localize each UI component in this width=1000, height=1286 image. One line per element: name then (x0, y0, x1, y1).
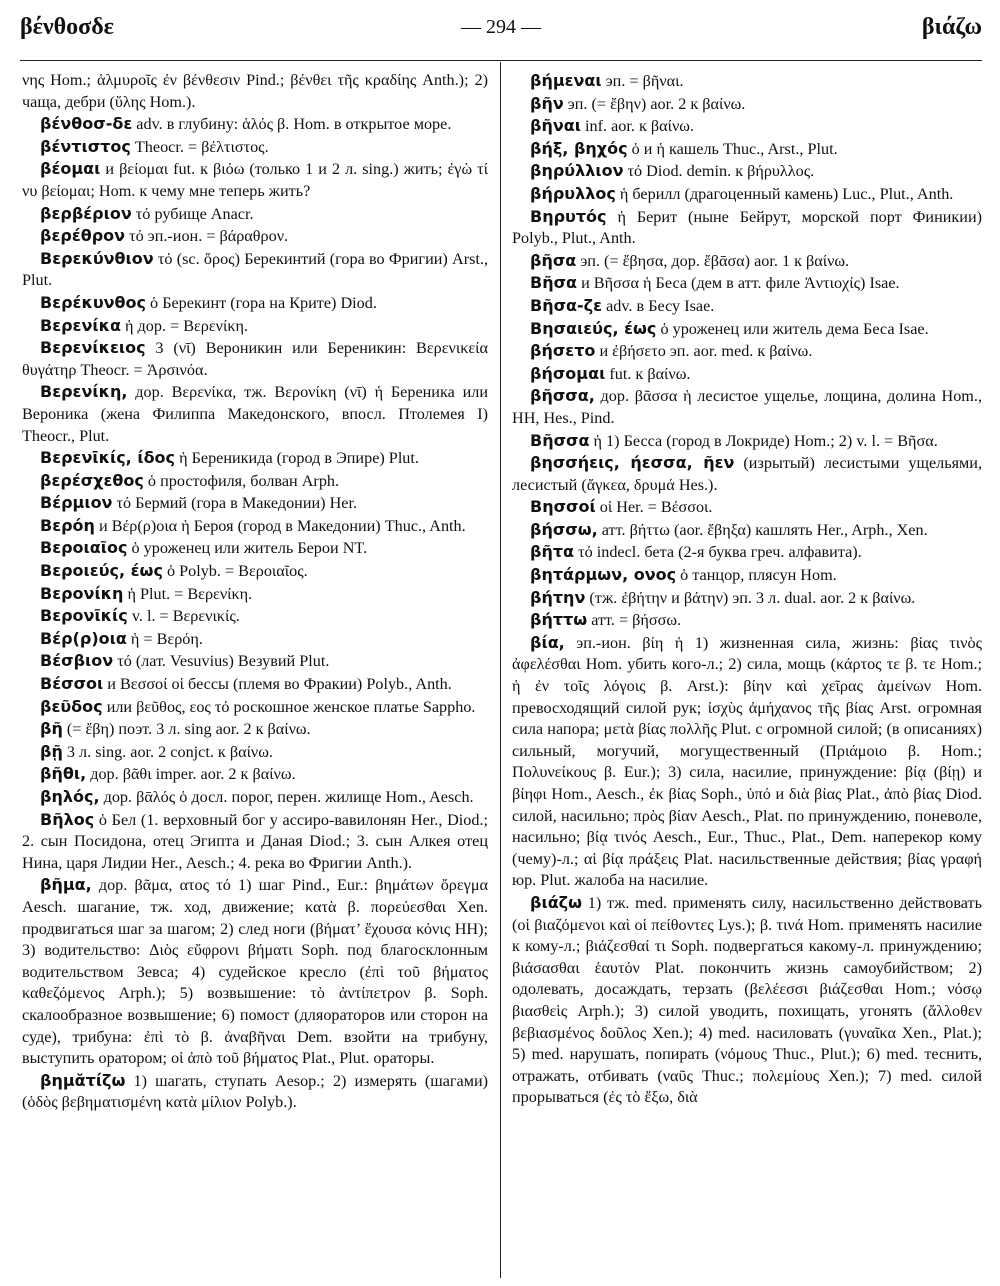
entry-headword: βέομαι (40, 159, 101, 179)
entry-definition: inf. aor. к βαίνω. (580, 117, 694, 136)
entry-headword: βερέθρον (40, 226, 126, 246)
entry-definition: (= ἔβη) поэт. 3 л. sing aor. 2 к βαίνω. (62, 720, 311, 739)
entry-definition: и Βῆσσα ἡ Беса (дем в атт. филе Ἀντιοχίς) Isae. (577, 274, 900, 293)
entry-definition: τό (sc. ὄρος) Берекинтий (гора во Фригии) Arst., Plut. (22, 249, 488, 290)
dictionary-entry (512, 892, 982, 1109)
dictionary-entry (22, 381, 488, 447)
entry-headword: βία, (530, 632, 565, 652)
entry-definition: или βεῦθος, εος τό роскошное женское платье Sappho. (102, 697, 476, 716)
entry-headword: βιάζω (530, 892, 583, 912)
entry-definition: τό эп.-ион. = βάραθρον. (125, 227, 289, 246)
entry-definition: и βείομαι fut. к βιόω (только 1 и 2 л. sing.) жить; ἐγὼ τί νυ βείομαι; Hom. к чему мне теперь жить? (22, 160, 488, 200)
entry-headword: Βεροιεύς, έως (40, 561, 163, 581)
dictionary-entry (512, 70, 982, 93)
entry-headword: βήσομαι (530, 363, 606, 383)
dictionary-entry (22, 470, 488, 493)
entry-definition: adv. в Бесу Isae. (602, 296, 715, 315)
entry-headword: Βέρ(ρ)οια (40, 628, 127, 648)
dictionary-entry (512, 363, 982, 386)
entry-headword: βηλός, (40, 787, 100, 806)
entry-definition: Theocr. = βέλτιστος. (130, 137, 269, 156)
entry-definition: τό Diod. demin. к βήρυλλος. (623, 162, 815, 181)
dictionary-entry (22, 225, 488, 248)
entry-definition: ἡ Plut. = Βερενίκη. (123, 584, 253, 603)
entry-headword: βητάρμων, ονος (530, 565, 677, 585)
entry-definition: τό Бермий (гора в Македонии) Her. (112, 494, 358, 513)
entry-definition: ἡ Береникида (город в Эпире) Plut. (175, 449, 419, 468)
dictionary-entry (22, 492, 488, 515)
entry-definition: и Βεσσοί οἱ бессы (племя во Фракии) Polyb., Anth. (103, 675, 452, 694)
entry-headword: βῆθι, (40, 764, 87, 784)
dictionary-entry (512, 115, 982, 138)
dictionary-entry (512, 541, 982, 564)
entry-headword: βῆσα (530, 250, 577, 270)
entry-headword: Βέσσοι (40, 674, 104, 694)
dictionary-entry (22, 583, 488, 606)
entry-headword: Βῆσα (530, 273, 578, 293)
dictionary-entry (512, 587, 982, 610)
entry-headword: Βῆσσα (530, 430, 590, 450)
dictionary-entry (512, 250, 982, 273)
dictionary-entry (22, 696, 488, 719)
dictionary-entry (512, 318, 982, 341)
dictionary-entry (512, 340, 982, 363)
dictionary-entry (22, 650, 488, 673)
entry-definition: (тж. ἐβήτην и βάτην) эп. 3 л. dual. aor. 2 к βαίνω. (585, 588, 916, 607)
dictionary-entry (22, 741, 488, 764)
entry-headword: βῆ (40, 719, 63, 739)
entry-definition: 3 л. sing. aor. 2 conjct. к βαίνω. (62, 742, 273, 761)
entry-definition: ὁ уроженец или житель Берои NT. (127, 539, 368, 558)
dictionary-entry (22, 605, 488, 628)
entry-headword: βῆναι (530, 116, 581, 136)
entry-headword: βήτην (530, 587, 586, 607)
dictionary-entry (22, 560, 488, 583)
dictionary-entry (22, 315, 488, 338)
entry-headword: Βέσβιον (40, 651, 114, 671)
dictionary-entry (22, 70, 488, 113)
entry-definition: эп. = βῆναι. (601, 72, 684, 90)
dictionary-entry (22, 337, 488, 381)
dictionary-entry (22, 203, 488, 226)
dictionary-entry (512, 609, 982, 632)
dictionary-entry (512, 496, 982, 519)
entry-definition: и ἐβήσετο эп. aor. med. к βαίνω. (595, 342, 813, 361)
entry-headword: Βεροιαῖος (40, 538, 128, 558)
entry-definition: дор. Βερενίκα, тж. Βερονίκη (νῑ) ἡ Береника или Вероника (жена Филиппа Македонского, впосл. Птолемея I) Theocr., Plut. (22, 383, 488, 445)
dictionary-entry (22, 158, 488, 202)
entry-definition: ὁ Бел (1. верховный бог у ассиро-вавилонян Her., Diod.; 2. сын Посидона, отец Эгипта и Даная Diod.; 3. сын Алкея отец Нина, царя Лидии Her., Aesch.; 4. река во Фригии Anth.). (22, 810, 488, 872)
entry-definition: эп.-ион. βίη ἡ 1) жизненная сила, жизнь: βίας τινὸς ἀφελέσθαι Hom. убить кого-л.; 2) сила, мощь (κάρτος τε β. τε Hom.; ἡ ἐν τοῖς λόγοις β. Arst.): βίην καὶ χεῖρας ἀμείνων Hom. превосходящий силой рук; ἰσχὺς ἀμήχανος τῆς βίας Arst. огромная сила напора; μετὰ βίας πολλῆς Plut. с огромной силой; (в описаниях) сильный, могучий, могущественный (Πριάμοιο β. Hom.; Πολυνείκους β. Eur.); 3) сила, насилие, принуждение: βίᾳ (βίῃ) и βίηφι Hom., Aesch., ἐκ βίας Soph., ὑπό и διὰ βίας Plat., ἀπὸ βίας Diod. силой, насильно; πρὸς βίαν Aesch., Plat. по принуждению, поневоле, насильно; βίᾳ τινός Aesch., Eur., Thuc., Plat., Dem. наперекор кому (чему)-л.; αἱ βίᾳ πράξεις Plat. насильственные действия; βίας γραφή юр. Plut. жалоба на насилие. (512, 633, 982, 890)
entry-definition: 1) тж. med. применять силу, насильственно действовать (οἱ βιαζόμενοι καὶ οἱ πείθοντες Lys.); β. τινά Hom. применять насилие к кому-л.; βιάζεσθαί τι Soph. подвергаться какому-л. принуждению; βιάσασθαι ἑαυτόν Plat. покончить жизнь самоубийством; 2) одолевать, досаждать, терзать (βελέεσσι βιάζεσθαι Hom.; νόσῳ βιασθεὶς Arph.); 3) силой уводить, похищать, угонять (ἄλλοθεν βεβιασμένος δοῦλος Xen.); 4) med. насиловать (γυναῖκα Xen., Plat.); 5) med. нарушать, попирать (νόμους Thuc., Plut.); 6) med. теснить, отражать, отбивать (ναῦς Thuc.; πολεμίους Xen.); 7) med. силой прорываться (ἐς τὸ ἔξω, διὰ (512, 893, 982, 1107)
entry-headword: βῆμα, (40, 875, 92, 895)
entry-definition: ἡ берилл (драгоценный камень) Luc., Plut., Anth. (615, 184, 954, 203)
entry-headword: βήττω (530, 610, 588, 630)
entry-headword: βησσήεις, ήεσσα, ῆεν (530, 453, 735, 473)
dictionary-entry (22, 874, 488, 1069)
dictionary-entry (512, 632, 982, 892)
entry-headword: Βέρμιον (40, 493, 113, 513)
entry-headword: Βῆλος (40, 809, 95, 829)
entry-headword: Βερενίκη, (40, 382, 128, 402)
dictionary-entry (512, 93, 982, 116)
entry-headword: βήσσω, (530, 519, 598, 539)
entry-definition: атт. βήττω (aor. ἔβηξα) кашлять Her., Arph., Xen. (597, 520, 928, 539)
entry-definition: дор. βᾶσσα ἡ лесистое ущелье, лощина, долина Hom., HH, Hes., Pind. (512, 387, 982, 427)
dictionary-entry (512, 183, 982, 206)
entry-definition: ἡ дор. = Βερενίκη. (120, 316, 249, 335)
entry-definition: ὁ Берекинт (гора на Крите) Diod. (146, 293, 377, 312)
dictionary-entry (22, 292, 488, 315)
dictionary-entry (22, 1070, 488, 1114)
entry-headword: βέντιστος (40, 136, 131, 156)
dictionary-entry (22, 718, 488, 741)
entry-definition: ὁ и ἡ кашель Thuc., Arst., Plut. (627, 139, 838, 158)
entry-definition: v. l. = Βερενικίς. (127, 607, 240, 626)
dictionary-entry (22, 136, 488, 159)
entry-headword: βημᾰτίζω (40, 1070, 126, 1090)
entry-definition: и Βέρ(ρ)οια ἡ Бероя (город в Македонии) Thuc., Anth. (94, 516, 466, 535)
dictionary-entry (22, 447, 488, 470)
entry-definition: οἱ Her. = Βέσσοι. (595, 498, 713, 517)
header-left-guideword: βένθοσδε (20, 14, 114, 40)
entry-definition: ἡ = Βερόη. (126, 629, 203, 648)
entry-headword: Βησαιεύς, έως (530, 318, 657, 338)
entry-headword: βήσετο (530, 341, 596, 361)
dictionary-entry (22, 537, 488, 560)
entry-headword: Βερενίκα (40, 315, 121, 335)
header-right-guideword: βιάζω (921, 14, 982, 40)
dictionary-entry (512, 295, 982, 318)
entry-definition: adv. в глубину: ἁλός β. Hom. в открытое море. (132, 115, 452, 134)
entry-headword: Βερονίκη (40, 583, 124, 603)
dictionary-entry (22, 248, 488, 292)
dictionary-entry (22, 786, 488, 809)
dictionary-entry (512, 385, 982, 429)
entry-headword: Βηρυτός (530, 206, 607, 226)
entry-headword: βῆτα (530, 542, 575, 562)
entry-definition: дор. βᾱλός ὁ досл. порог, перен. жилище Hom., Aesch. (99, 788, 474, 806)
dictionary-entry (512, 564, 982, 587)
entry-definition: ἡ Берит (ныне Бейрут, морской порт Финикии) Polyb., Plut., Anth. (512, 207, 982, 248)
entry-definition: эп. (= ἔβην) aor. 2 к βαίνω. (563, 94, 746, 113)
entry-definition: атт. = βήσσω. (587, 611, 682, 630)
entry-definition: νης Hom.; ἁλμυροῖς ἐν βένθεσιν Pind.; βένθει τῆς κραδίης Anth.); 2) чаща, дебри (ὕλης Hom.). (22, 71, 488, 111)
entry-headword: βήρυλλος (530, 183, 616, 203)
entry-headword: Βερονῖκίς (40, 606, 128, 626)
entry-definition: τό (лат. Vesuvius) Везувий Plut. (113, 652, 330, 671)
entry-headword: Βερεκύνθιον (40, 248, 154, 268)
entry-headword: βῇ (40, 741, 63, 761)
entry-headword: βῆν (530, 93, 564, 113)
entry-definition: ὁ танцор, плясун Hom. (676, 566, 837, 585)
dictionary-entry (22, 809, 488, 875)
dictionary-entry (512, 430, 982, 453)
dictionary-entry (512, 452, 982, 496)
entry-headword: βήμεναι (530, 71, 602, 90)
entry-definition: 1) шагать, ступать Aesop.; 2) измерять (шагами) (ὁδὸς βεβηματισμένη κατὰ μίλιον Polyb.). (22, 1071, 488, 1112)
dictionary-entry (512, 160, 982, 183)
left-column (22, 70, 488, 1282)
entry-headword: Βερέκυνθος (40, 292, 146, 312)
entry-headword: βηρύλλιον (530, 161, 624, 181)
entry-headword: βεῦδος (40, 696, 103, 716)
entry-headword: βερβέριον (40, 203, 132, 223)
entry-definition: ἡ 1) Бесса (город в Локриде) Hom.; 2) v. l. = Βῆσα. (589, 431, 938, 450)
entry-definition: дор. βᾶθι imper. aor. 2 к βαίνω. (86, 765, 296, 784)
dictionary-entry (22, 113, 488, 136)
dictionary-entry (512, 206, 982, 250)
entry-definition: дор. βᾶμα, ατος τό 1) шаг Pind., Eur.: βημάτων ὄρεγμα Aesch. шагание, тж. ход, движение; κατὰ β. πορεύεσθαι Xen. продвигаться шаг за шагом; 2) след ноги (βήματ’ ἔχουσα κόνις HH); 3) водительство: Διὸς εὔφρονι βήματι Soph. под благосклонным водительством Зевса; 4) судейское кресло (ἐπὶ τοῦ βήματος καθεζόμενος Arph.); 5) возвышение: τὸ ἀντίπετρον β. Soph. скалообразное возвышение; 6) помост (дляораторов или сторон на суде), трибуна: ἐπὶ τὸ β. ἀναβῆναι Dem. взойти на трибуну, выступить оратором; οἱ ἀπὸ τοῦ βήματος Plat., Plut. ораторы. (22, 876, 488, 1068)
dictionary-entry (22, 515, 488, 538)
entry-headword: βήξ, βηχός (530, 138, 628, 158)
entry-headword: βερέσχεθος (40, 470, 144, 490)
right-column (512, 70, 982, 1282)
entry-definition: эп. (= ἔβησα, дор. ἔβᾱσα) aor. 1 к βαίνω. (576, 251, 850, 270)
entry-headword: βῆσσα, (530, 386, 595, 406)
entry-definition: (изрытый) лесистыми ущельями, лесистый (ἄγκεα, δρυμά Hes.). (512, 454, 982, 494)
page-header (20, 14, 982, 46)
dictionary-entry (22, 628, 488, 651)
entry-definition: 3 (νῑ) Вероникин или Береникин: Βερενικεία θυγάτηρ Theocr. = Ἀρσινόα. (22, 339, 488, 379)
entry-headword: Βερενίκειος (40, 338, 146, 358)
entry-definition: τό indecl. бета (2-я буква греч. алфавита). (574, 543, 862, 562)
dictionary-entry (22, 673, 488, 696)
dictionary-entry (512, 138, 982, 161)
entry-headword: βένθοσ-δε (40, 114, 133, 134)
entry-headword: Βῆσα-ζε (530, 295, 603, 315)
entry-definition: fut. к βαίνω. (605, 364, 691, 383)
dictionary-entry (512, 272, 982, 295)
dictionary-entry (512, 519, 982, 542)
page-number: — 294 — (461, 16, 541, 38)
entry-headword: Βησσοί (530, 497, 596, 517)
entry-headword: Βερενῑκίς, ίδος (40, 448, 176, 468)
entry-definition: ὁ уроженец или житель дема Беса Isae. (656, 319, 929, 338)
entry-definition: τό рубище Anacr. (131, 204, 254, 223)
header-rule (20, 60, 982, 61)
entry-definition: ὁ простофиля, болван Arph. (143, 471, 340, 490)
entry-headword: Βερόη (40, 515, 95, 535)
dictionary-entry (22, 763, 488, 786)
entry-definition: ὁ Polyb. = Βεροιαῖος. (162, 562, 308, 581)
column-divider (500, 62, 501, 1278)
